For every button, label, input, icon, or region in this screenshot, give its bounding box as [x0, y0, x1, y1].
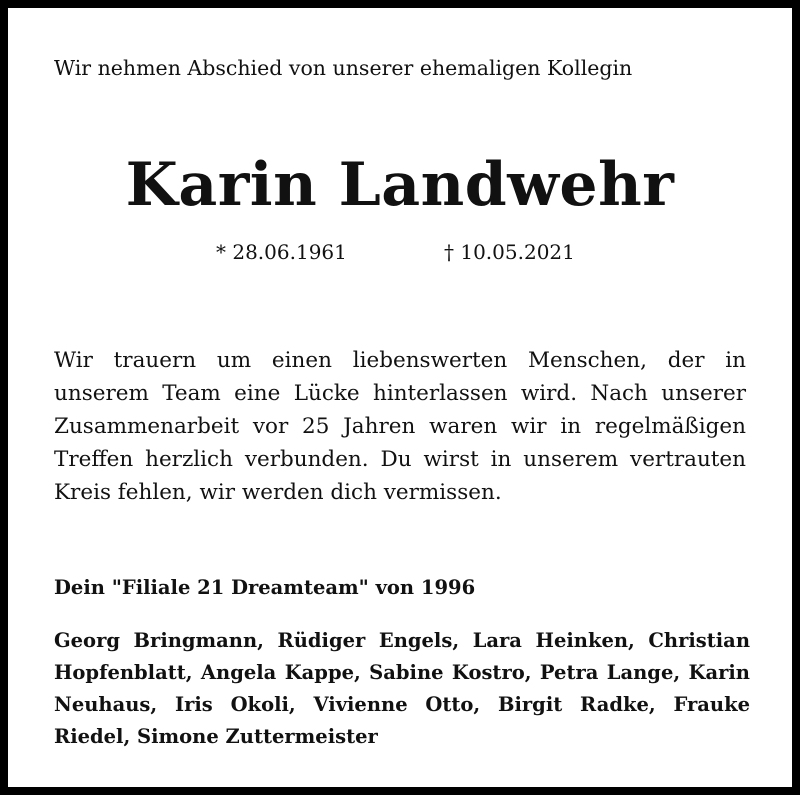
deceased-name: Karin Landwehr [125, 150, 675, 220]
birth-date: * 28.06.1961 [216, 240, 347, 264]
intro-line: Wir nehmen Abschied von unserer ehemaligen Kollegin [54, 56, 633, 80]
team-member-list: Georg Bringmann, Rüdiger Engels, Lara Heinken, Christian Hopfenblatt, Angela Kappe, Sabine Kostro, Petra Lange, Karin Neuhaus, Iris Okoli, Vivienne Otto, Birgit Radke, Frauke Riedel, Simone Zuttermeister [54, 629, 750, 748]
condolence-message: Wir trauern um einen liebenswerten Menschen, der in unserem Team eine Lücke hinterlassen wird. Nach unserer Zusammenarbeit vor 25 Jahren waren wir in regelmäßigen Treffen herzlich verbunden. Du wirst in unserem vertrauten Kreis fehlen, wir werden dich vermissen. [54, 348, 746, 505]
death-date: † 10.05.2021 [444, 240, 575, 264]
team-signature: Dein "Filiale 21 Dreamteam" von 1996 [54, 576, 476, 599]
